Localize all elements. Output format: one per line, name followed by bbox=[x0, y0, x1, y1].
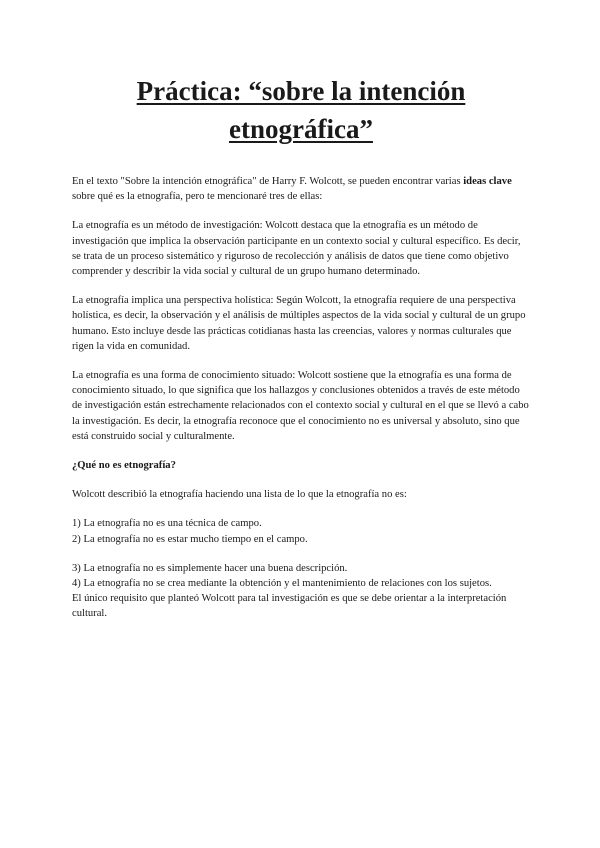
document-title bbox=[72, 72, 530, 148]
idea-paragraph-3: La etnografía es una forma de conocimiento situado: Wolcott sostiene que la etnografía es una forma de conocimiento situado, lo que significa que los hallazgos y conclusiones obtenidos a través de este método de investigación están estrechamente relacionados con el contexto social y cultural en el que se llevó a cabo la investigación. Es decir, la etnografía reconoce que el conocimiento no es universal y absoluto, sino que está construido social y culturalmente. bbox=[72, 370, 529, 442]
intro-paragraph bbox=[72, 174, 530, 204]
section-heading bbox=[72, 458, 530, 473]
idea-paragraph-1: La etnografía es un método de investigación: Wolcott destaca que la etnografía es un método de investigación que implica la observación participante en un contexto social y cultural específico. Es decir, se trata de un proceso sistemático y riguroso de recolección y análisis de datos que tiene como objetivo comprender y describir la vida social y cultural de un grupo humano determinado. bbox=[72, 220, 521, 278]
list-item: 2) La etnografía no es estar mucho tiempo en el campo. bbox=[72, 533, 308, 545]
section-heading-text: ¿Qué no es etnografía? bbox=[72, 460, 176, 472]
title-line-1: Práctica: “sobre la intención bbox=[136, 76, 466, 106]
list-item: 4) La etnografía no se crea mediante la obtención y el mantenimiento de relaciones con los sujetos. bbox=[72, 578, 492, 590]
not-ethnography-list-b bbox=[72, 561, 530, 622]
intro-text-start: En el texto "Sobre la intención etnográfica" de Harry F. Wolcott, se pueden encontrar varias bbox=[72, 176, 464, 187]
title-line-2: etnográfica” bbox=[229, 114, 373, 144]
idea-paragraph-2: La etnografía implica una perspectiva holística: Según Wolcott, la etnografía requiere de una perspectiva holística, es decir, la observación y el análisis de múltiples aspectos de la vida social y cultural de un grupo humano. Esto incluye desde las prácticas cotidianas hasta las creencias, valores y normas culturales que rigen la vida en comunidad. bbox=[72, 295, 526, 352]
not-ethnography-list-a bbox=[72, 516, 530, 546]
list-item: 1) La etnografía no es una técnica de campo. bbox=[72, 518, 262, 530]
intro-text-end: sobre qué es la etnografía, pero te mencionaré tres de ellas: bbox=[72, 191, 323, 203]
intro-bold-text: ideas clave bbox=[463, 176, 512, 187]
section-intro: Wolcott describió la etnografía haciendo una lista de lo que la etnografía no es: bbox=[72, 489, 407, 501]
list-item: 3) La etnografía no es simplemente hacer una buena descripción. bbox=[72, 562, 348, 574]
closing-text: El único requisito que planteó Wolcott para tal investigación es que se debe orientar a la interpretación cultural. bbox=[72, 593, 507, 620]
